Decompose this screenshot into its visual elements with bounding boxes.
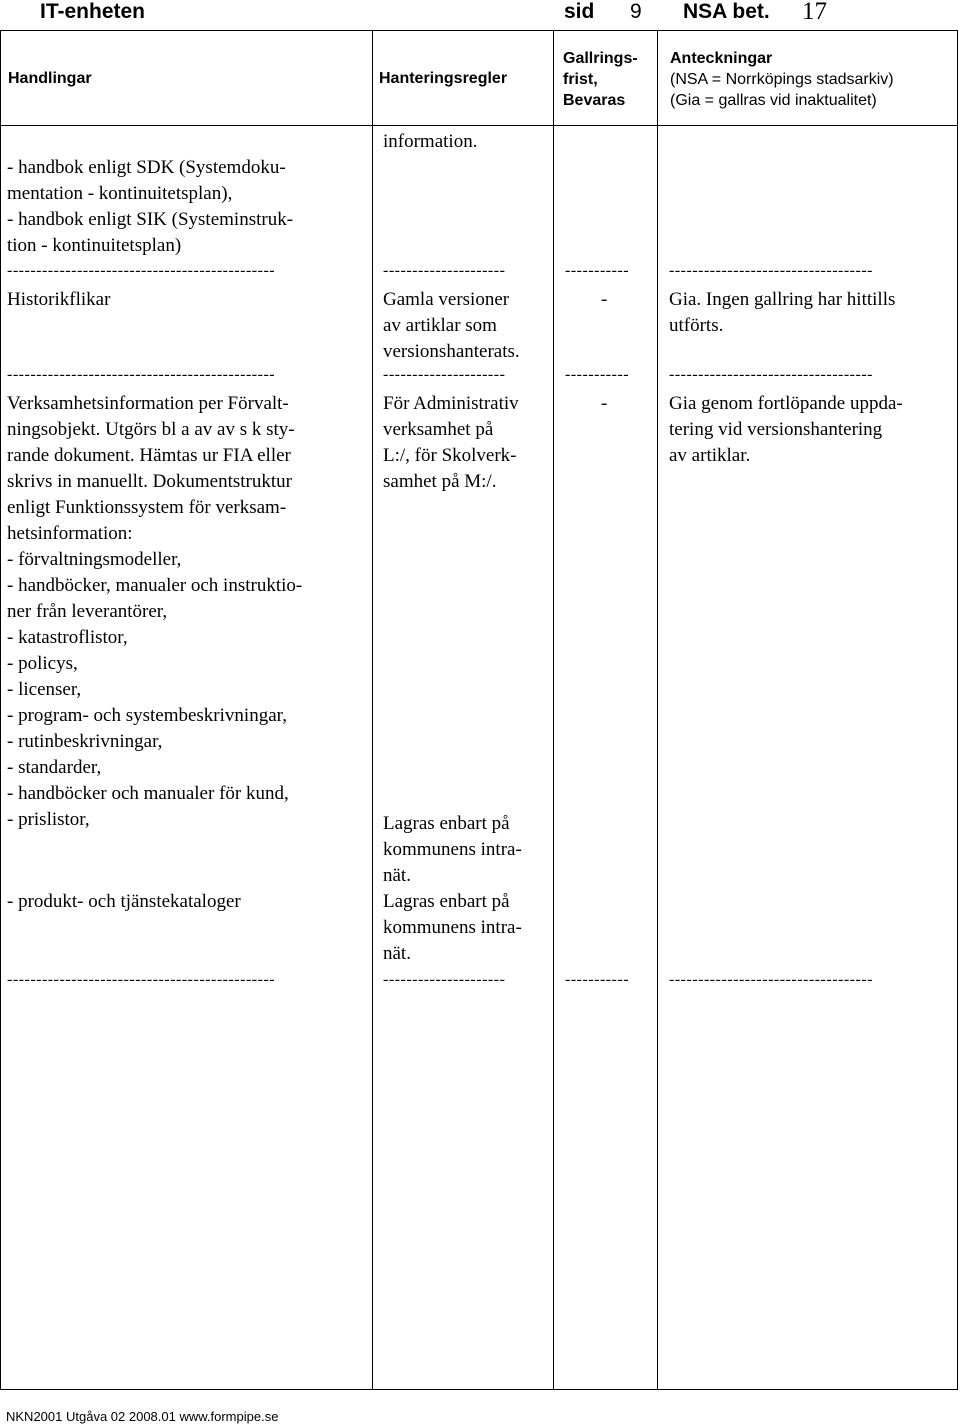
col-border-3 bbox=[657, 30, 658, 1390]
header-bottom-border bbox=[0, 125, 958, 126]
column-header-gallringsfrist: Gallrings- frist, Bevaras bbox=[563, 50, 638, 109]
row2-anteckning: Gia. Ingen gallring har hittills utförts. bbox=[669, 289, 896, 336]
separator-row1-col2: --------------------- bbox=[383, 262, 506, 279]
col-border-2 bbox=[553, 30, 554, 1390]
separator-row3-col4: ----------------------------------- bbox=[669, 971, 873, 988]
row3-frist: - bbox=[601, 393, 608, 414]
row2-regel: Gamla versioner av artiklar som versionshanterats. bbox=[383, 289, 520, 362]
separator-row1-col1: ---------------------------------------------- bbox=[7, 262, 276, 279]
table-bottom-border bbox=[0, 1389, 958, 1390]
nsa-label: NSA bet. bbox=[683, 0, 770, 23]
column-header-handlingar: Handlingar bbox=[8, 70, 92, 87]
unit-title: IT-enheten bbox=[40, 0, 146, 23]
row2-frist: - bbox=[601, 289, 608, 310]
row2-handling: Historikflikar bbox=[7, 289, 111, 310]
row3-regel-prislistor: Lagras enbart på kommunens intra- nät. bbox=[383, 813, 522, 886]
row1-regel: information. bbox=[383, 131, 478, 152]
separator-row3-col2: --------------------- bbox=[383, 971, 506, 988]
row3-handling-last: - produkt- och tjänstekataloger bbox=[7, 891, 241, 912]
row3-handling: Verksamhetsinformation per Förvalt- ningsobjekt. Utgörs bl a av av s k sty- rande dokument. Hämtas ur FIA eller skrivs in manuellt. Dokumentstruktur enligt Funktionssystem för verksam- hetsinformation: - förvaltningsmodeller, - handböcker, manualer och instruktio- ner från leverantörer, - katastroflistor, - policys, - licenser, - program- och systembeskrivningar, - rutinbeskrivningar, - standarder, - handböcker och manualer för kund, - prislistor, bbox=[7, 393, 303, 830]
column-header-hanteringsregler: Hanteringsregler bbox=[379, 70, 508, 87]
footer-text: NKN2001 Utgåva 02 2008.01 www.formpipe.se bbox=[6, 1409, 279, 1424]
row3-anteckning: Gia genom fortlöpande uppda- tering vid versionshantering av artiklar. bbox=[669, 393, 903, 466]
page-label: sid bbox=[564, 0, 595, 23]
col-border-right bbox=[957, 30, 958, 1390]
separator-row3-col3: ----------- bbox=[565, 971, 630, 988]
row3-regel: För Administrativ verksamhet på L:/, för Skolverk- samhet på M:/. bbox=[383, 393, 519, 492]
separator-row1-col4: ----------------------------------- bbox=[669, 262, 873, 279]
row3-regel-katalog: Lagras enbart på kommunens intra- nät. bbox=[383, 891, 522, 964]
col-border-left bbox=[0, 30, 1, 1390]
separator-row1-col3: ----------- bbox=[565, 262, 630, 279]
col-border-1 bbox=[372, 30, 373, 1390]
row1-handling: - handbok enligt SDK (Systemdoku- mentation - kontinuitetsplan), - handbok enligt SIK (Systeminstruk- tion - kontinuitetsplan) bbox=[7, 157, 294, 256]
separator-row2-col1: ---------------------------------------------- bbox=[7, 366, 276, 383]
separator-row2-col3: ----------- bbox=[565, 366, 630, 383]
separator-row3-col1: ---------------------------------------------- bbox=[7, 971, 276, 988]
column-header-anteckningar: Anteckningar (NSA = Norrköpings stadsarkiv) (Gia = gallras vid inaktualitet) bbox=[670, 50, 894, 109]
separator-row2-col2: --------------------- bbox=[383, 366, 506, 383]
separator-row2-col4: ----------------------------------- bbox=[669, 366, 873, 383]
table-top-border bbox=[0, 30, 958, 31]
page-number: 9 bbox=[630, 0, 642, 23]
nsa-number: 17 bbox=[802, 0, 827, 25]
